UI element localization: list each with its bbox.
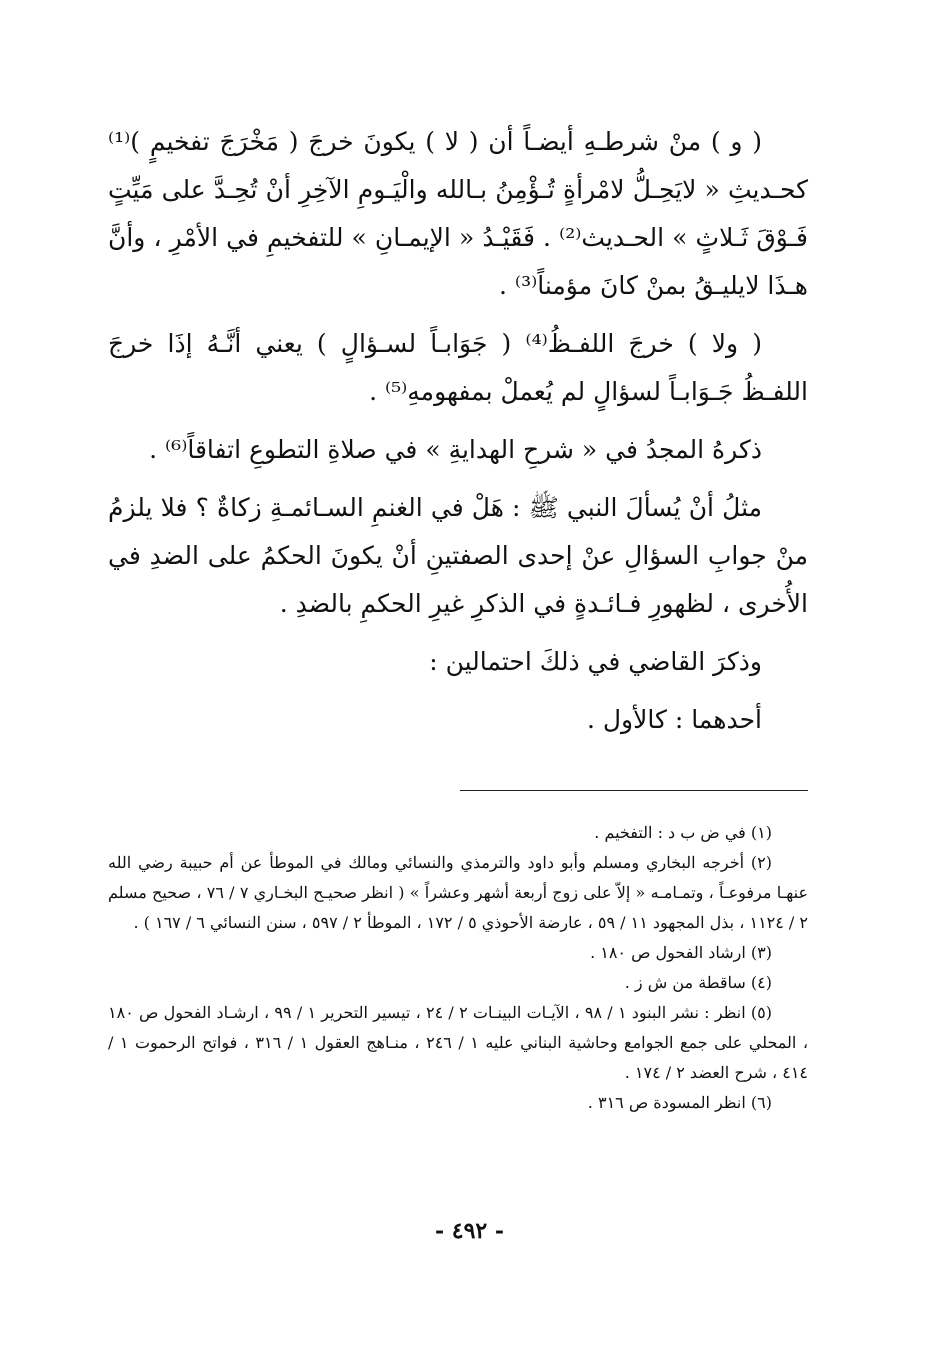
footnote-5: (٥) انظر : نشر البنود ١ / ٩٨ ، الآيـات البينـات ٢ / ٢٤ ، تيسير التحرير ١ / ٩٩ ، ارشـاد الفحول ص ١٨٠ ، المحلي على جمع الجوامع وحاشية البناني عليه ١ / ٢٤٦ ، منـاهج العقول ١ / ٣١٦ ، فواتح الرحموت ١ / ٤١٤ ، شرح العضد ٢ / ١٧٤ . [108, 1003, 809, 1082]
footnote-separator [460, 790, 808, 791]
footnote-3: (٣) ارشاد الفحول ص ١٨٠ . [590, 943, 772, 962]
page-number: - ٤٩٢ - [434, 1218, 505, 1244]
footnote-2: (٢) أخرجه البخاري ومسلم وأبو داود والترمذي والنسائي ومالك في الموطأ عن أم حبيبة رضي الله عنهـا مرفوعـاً ، وتمـامـه « إلاّ على زوج أربعة أشهر وعشراً » ( انظر صحيـح البخـاري ٧ / ٧٦ ، صحيح مسلم ٢ / ١١٢٤ ، بذل المجهود ١١ / ٥٩ ، عارضة الأحوذي ٥ / ١٧٢ ، الموطأ ٢ / ٥٩٧ ، سنن النسائي ٦ / ١٦٧ ) . [108, 853, 809, 932]
footnote-6: (٦) انظر المسودة ص ٣١٦ . [587, 1093, 772, 1112]
main-text-body [108, 118, 808, 744]
footnote-4: (٤) ساقطة من ش ز . [624, 973, 772, 992]
paragraph-6: أحدهما : كالأول . [587, 705, 762, 734]
paragraph-5: وذكرَ القاضي في ذلكَ احتمالين : [429, 647, 762, 676]
paragraph-1: ( و ) منْ شرطـهِ أيضـاً أن ( لا ) يكونَ خرجَ ( مَخْرَجَ تفخيمٍ )⁽¹⁾ كحـديثِ « لايَحِـلُّ لامْرأةٍ تُـؤْمِنُ بـالله والْيَـومِ الآخِرِ أنْ تُحِـدَّ على مَيِّتٍ فَـوْقَ ثَـلاثٍ » الحـديث⁽²⁾ . فَقَيْـدُ « الإيمـانِ » للتفخيمِ في الأمْرِ ، وأنَّ هـذَا لايليـقُ بمنْ كانَ مؤمناً⁽³⁾ . [108, 127, 808, 300]
footnotes [108, 818, 808, 1118]
paragraph-2: ( ولا ) خرجَ اللفـظُ⁽⁴⁾ ( جَوَابـاً لسـؤالٍ ) يعني أنَّـهُ إذَا خرجَ اللفـظُ جَـوَابـاً لسؤالٍ لم يُعملْ بمفهومهِ⁽⁵⁾ . [108, 329, 808, 406]
main-text [108, 118, 808, 744]
paragraph-4: مثلُ أنْ يُسألَ النبي ﷺ : هَلْ في الغنمِ السـائمـةِ زكاةٌ ؟ فلا يلزمُ منْ جوابِ السؤالِ عنْ إحدى الصفتينِ أنْ يكونَ الحكمُ على الضدِ في الأُخرى ، لظهورِ فـائـدةٍ في الذكرِ غيرِ الحكمِ بالضدِ . [108, 493, 808, 618]
footnote-1: (١) في ض ب د : التفخيم . [594, 823, 772, 842]
paragraph-3: ذكرهُ المجدُ في « شرحِ الهدايةِ » في صلاةِ التطوعِ اتفاقاً⁽⁶⁾ . [149, 435, 762, 464]
